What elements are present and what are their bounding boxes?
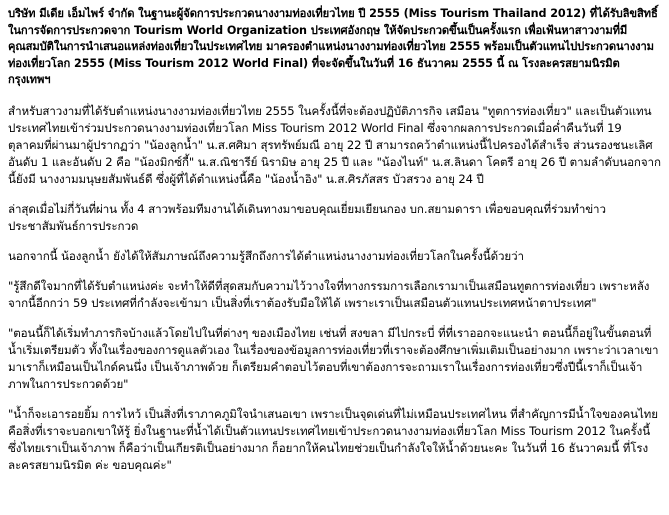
visit-paragraph: ล่าสุดเมื่อไม่กี่วันที่ผ่าน ทั้ง 4 สาวพร้อมทีมงานได้เดินทางมาขอบคุณเยี่ยมเยียนกอง บก.สยามดารา เพื่อขอบคุณที่ร่วมทำข่าวประชาสัมพันธ์การประกวด — [8, 201, 606, 233]
quote-paragraph-2: "ตอนนี้ก็ได้เริ่มทำภารกิจบ้างแล้วโดยไปในที่ต่างๆ ของเมืองไทย เช่นที่ สงขลา มีไปกระบี่ ที่ที่เราออกจะแนะนำ ตอนนี้ก็อยู่ในขั้นตอนที่น้ำเริ่มเตรียมตัว ทั้งในเรื่องของการดูแลตัวเอง ในเรื่องของข้อมูลการท่องเที่ยวที่เราจะต้องศึกษาเพิ่มเติมเป็นอย่างมาก เพราะว่าเวลาเขามาเราก็เหมือนเป็นไกด์คนนึ่ง เป็นเจ้าภาพด้วย ก็เตรียมคำตอบไว้ตอบที่เขาต้องการจะถามเราในเรื่องการท่องเที่ยวซึ่งปีนี้เราก็เป็นเจ้าภาพในการประกวดด้วย" — [8, 325, 659, 391]
quote-paragraph-1: "รู้สึกดีใจมากที่ได้รับตำแหน่งค่ะ จะทำให้ดีที่สุดสมกับความไว้วางใจที่ทางกรรมการเลือกเรามาเป็นเสมือนทูตการท่องเที่ยว เพราะหลังจากนี้อีกกว่า 59 ประเทศที่กำลังจะเข้ามา เป็นสิ่งที่เราต้องรับมือให้ได้ เพราะเราเป็นเสมือนตัวแทนประเทศหน้าตาประเทศ" — [8, 278, 650, 310]
winner-paragraph: สำหรับสาวงามที่ได้รับตำแหน่งนางงามท่องเที่ยวไทย 2555 ในครั้งนี้ที่จะต้องปฏิบัติภารกิจ เสมือน "ทูตการท่องเที่ยว" และเป็นตัวแทนประเทศไทยเข้าร่วมประกวดนางงามท่องเที่ยวโลก Miss Tourism 2012 World Final ซึ่งจากผลการประกวดเมื่อค่ำคืนวันที่ 19 ตุลาคมที่ผ่านมาผู้ปรากฏว่า "น้องลูกน้ำ" น.ส.ศศิมา สุรทรัพย์มณี อายุ 22 ปี สามารถคว้าตำแหน่งนี้ไปครองได้สำเร็จ ส่วนรองชนะเลิศอันดับ 1 และอันดับ 2 คือ "น้องมิกซ์กี้" น.ส.ณิชารีย์ นิรามิษ อายุ 25 ปี และ "น้องไนท์" น.ส.ลินดา โคตรี อายุ 26 ปี ตามลำดับนอกจากนี้ยังมี นางงามมนุษยสัมพันธ์ดี ซึ่งผู้ที่ได้ตำแหน่งนี้คือ "น้องน้ำอิง" น.ส.ศิรภัสสร บัวสรวง อายุ 24 ปี — [8, 103, 661, 186]
lead-paragraph: บริษัท มีเดีย เอ็มไพร์ จำกัด ในฐานะผู้จัดการประกวดนางงามท่องเที่ยวไทย ปี 2555 (Miss Tourism Thailand 2012) ที่ได้รับลิขสิทธิ์ในการจัดการประกวดจาก Tourism World Organization ประเทศอังกฤษ ให้จัดประกวดขึ้นเป็นครั้งแรก เพื่อเฟ้นหาสาวงามที่มีคุณสมบัติในการนำเสนอแหล่งท่องเที่ยวในประเทศไทย มาครองตำแหน่งนางงามท่องเที่ยวไทย 2555 พร้อมเป็นตัวแทนไปประกวดนางงามท่องเที่ยวโลก 2555 (Miss Tourism 2012 World Final) ที่จะจัดขึ้นในวันที่ 16 ธันวาคม 2555 นี้ ณ โรงละครสยามนิรมิต กรุงเทพฯ — [8, 7, 658, 86]
quote-paragraph-3: "น้ำก็จะเอารอยยิ้ม การไหว้ เป็นสิ่งที่เราภาคภูมิใจนำเสนอเขา เพราะเป็นจุดเด่นที่ไม่เหมือนประเทศไหน ที่สำคัญการมีน้ำใจของคนไทยคือสิ่งที่เราจะบอกเขาให้รู้ ยิ่งในฐานะที่น้ำได้เป็นตัวแทนประเทศไทยเข้าประกวดนางงามท่องเที่ยวโลก Miss Tourism 2012 ในครั้งนี้ซึ่งไทยเราเป็นเจ้าภาพ ก็คือว่าเป็นเกียรติเป็นอย่างมาก ก็อยากให้คนไทยช่วยเป็นกำลังใจให้น้ำด้วยนะคะ ในวันที่ 16 ธันวาคมนี้ ที่โรงละครสยามนิรมิต ค่ะ ขอบคุณค่ะ" — [8, 406, 658, 472]
interview-intro-paragraph: นอกจากนี้ น้องลูกน้ำ ยังได้ให้สัมภาษณ์ถึงความรู้สึกถึงการได้ตำแหน่งนางงามท่องเที่ยวโลกในครั้งนี้ด้วยว่า — [8, 248, 524, 263]
